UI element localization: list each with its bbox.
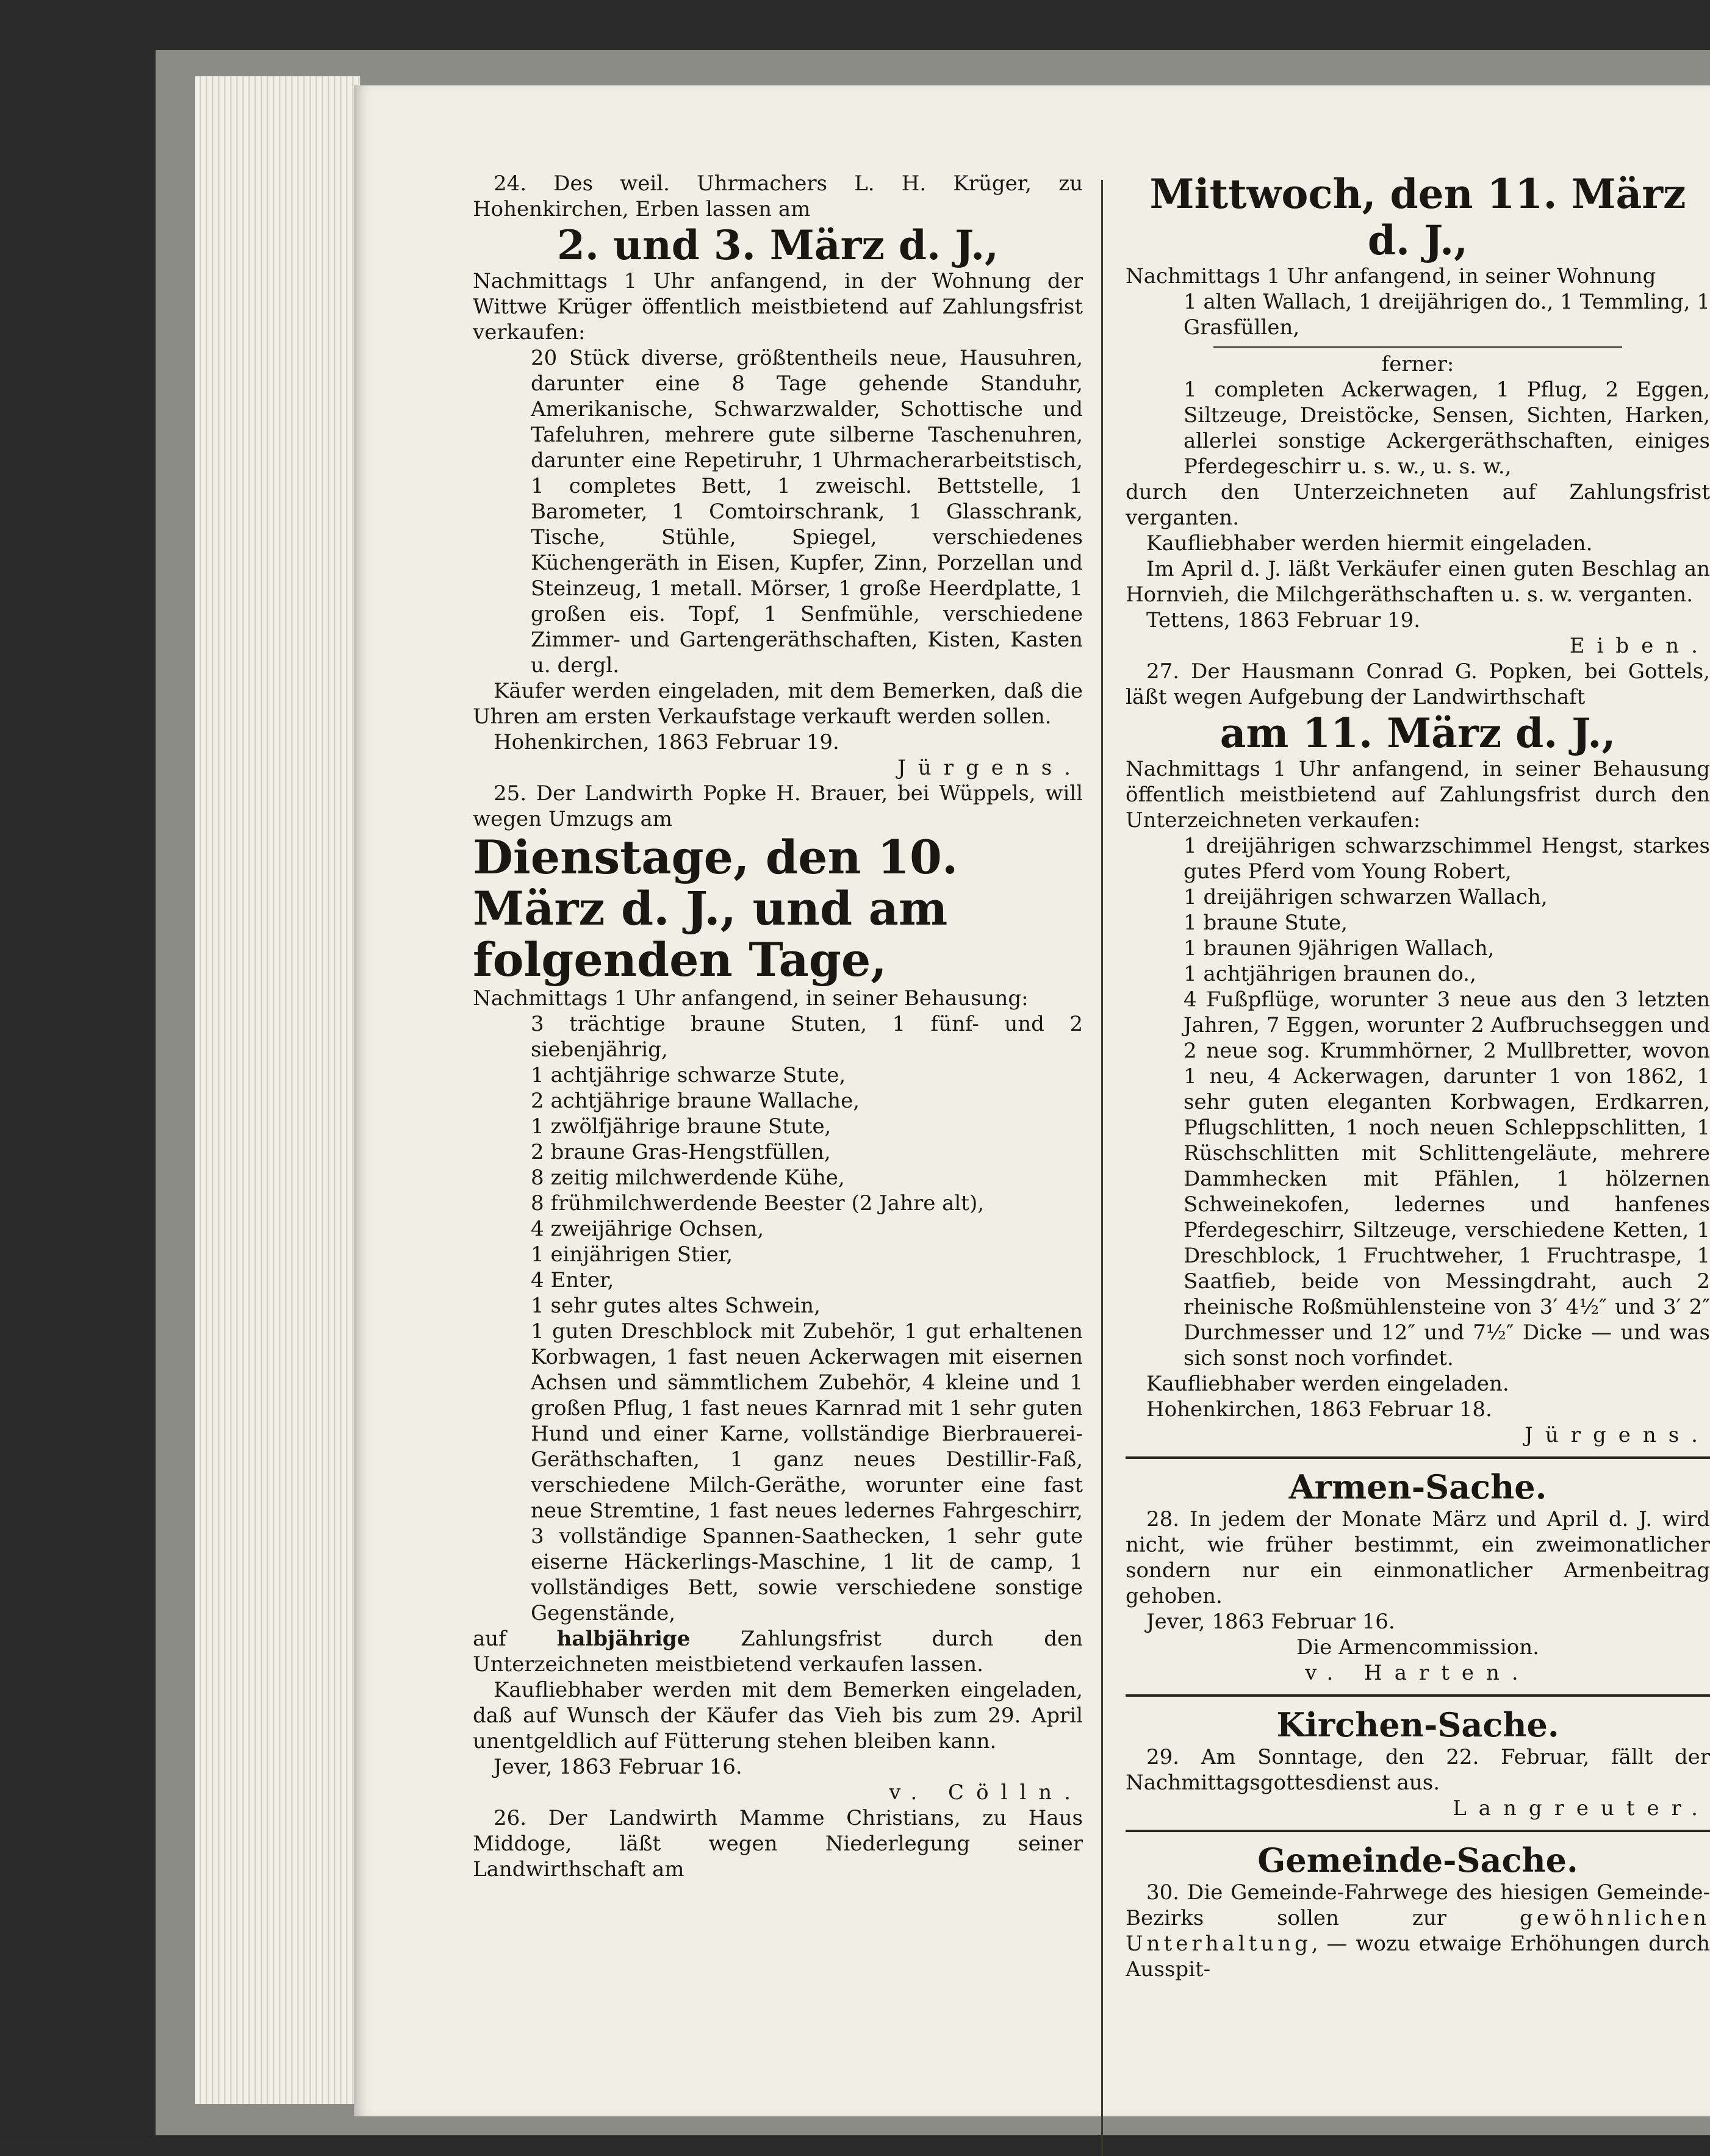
list-item: 2 achtjährige braune Wallache, bbox=[531, 1089, 860, 1113]
armen-section bbox=[1126, 1467, 1710, 1686]
notice-25-item-list bbox=[473, 1011, 1083, 1626]
notice-27-dateline: Hohenkirchen, 1863 Februar 18. bbox=[1146, 1397, 1492, 1422]
list-item: 1 dreijährigen schwarzschimmel Hengst, starkes gutes Pferd vom Young Robert, bbox=[1184, 834, 1710, 884]
notice-24-terms: Nachmittags 1 Uhr anfangend, in der Wohnung der Wittwe Krüger öffentlich meistbietend auf Zahlungsfrist verkaufen: bbox=[473, 269, 1083, 345]
list-item: 1 braune Stute, bbox=[1184, 911, 1348, 935]
list-item: 3 trächtige braune Stuten, 1 fünf- und 2 siebenjährig, bbox=[531, 1012, 1083, 1062]
notice-26-items: 1 alten Wallach, 1 dreijährigen do., 1 Temmling, 1 Grasfüllen, bbox=[1184, 290, 1710, 340]
list-item: 4 zweijährige Ochsen, bbox=[531, 1217, 764, 1241]
gemeinde-heading: Gemeinde-Sache. bbox=[1257, 1841, 1578, 1880]
list-item: 4 Enter, bbox=[531, 1268, 614, 1292]
notice-25-dateline: Jever, 1863 Februar 16. bbox=[494, 1755, 742, 1779]
notice-26-invitation: Kaufliebhaber werden hiermit eingeladen. bbox=[1146, 531, 1593, 556]
document-page bbox=[354, 85, 1710, 2116]
list-item: 1 sehr gutes altes Schwein, bbox=[531, 1294, 821, 1318]
notice-28-dateline: Jever, 1863 Februar 16. bbox=[1146, 1610, 1395, 1634]
notice-24-date: 2. und 3. März d. J., bbox=[556, 221, 999, 269]
notice-26 bbox=[473, 1805, 1083, 1882]
notice-29-signer: Langreuter. bbox=[1453, 1796, 1710, 1821]
list-item: 1 achtjährigen braunen do., bbox=[1184, 962, 1476, 986]
list-item: 1 guten Dreschblock mit Zubehör, 1 gut erhaltenen Korbwagen, 1 fast neuen Ackerwagen mit eisernen Achsen und sämmtlichem Zubehör, 4 kleine und 1 großen Pflug, 1 fast neues Karnrad mit 1 sehr guten Hund und einer Karne, vollständige Bierbrauerei-Geräthschaften, 1 ganz neues Destillir-Faß, verschiedene Milch-Geräthe, worunter eine fast neue Stremtine, 1 fast neues ledernes Fahrgeschirr, 3 vollständige Spannen-Saathecken, 1 sehr gute eiserne Häckerlings-Maschine, 1 lit de camp, 1 vollständiges Bett, sowie verschiedene sonstige Gegenstände, bbox=[531, 1319, 1083, 1625]
notice-26-intro: 26. Der Landwirth Mamme Christians, zu Haus Middoge, läßt wegen Niederlegung seiner Landwirthschaft am bbox=[473, 1806, 1083, 1882]
column-divider bbox=[1101, 180, 1103, 2156]
notice-26-terms-2: durch den Unterzeichneten auf Zahlungsfrist verganten. bbox=[1126, 480, 1710, 530]
notice-27-invitation: Kaufliebhaber werden eingeladen. bbox=[1146, 1372, 1509, 1396]
notice-25-terms-2 bbox=[473, 1626, 1083, 1677]
notice-24-dateline: Hohenkirchen, 1863 Februar 19. bbox=[494, 730, 839, 754]
notice-30-emphasis: gewöhnlichen Unterhaltung bbox=[1126, 1906, 1710, 1956]
list-item: 1 achtjährige schwarze Stute, bbox=[531, 1063, 846, 1087]
notice-28-signer: v. Harten. bbox=[1305, 1661, 1531, 1685]
notice-30-suffix: , — wozu etwaige Erhöhungen durch Ausspit- bbox=[1126, 1932, 1710, 1982]
notice-27-intro: 27. Der Hausmann Conrad G. Popken, bei Gottels, läßt wegen Aufgebung der Landwirthschaft bbox=[1126, 659, 1710, 709]
list-item: 8 frühmilchwerdende Beester (2 Jahre alt), bbox=[531, 1191, 985, 1216]
notice-24-intro: 24. Des weil. Uhrmachers L. H. Krüger, zu Hohenkirchen, Erben lassen am bbox=[473, 171, 1083, 221]
list-item: 8 zeitig milchwerdende Kühe, bbox=[531, 1166, 845, 1190]
notice-27-terms: Nachmittags 1 Uhr anfangend, in seiner Behausung öffentlich meistbietend auf Zahlungsfrist durch den Unterzeichneten verkaufen: bbox=[1126, 757, 1710, 833]
notice-28-text: 28. In jedem der Monate März und April d. J. wird nicht, wie früher bestimmt, ein zweimonatlicher sondern nur ein einmonatlicher Armenbeitrag gehoben. bbox=[1126, 1507, 1710, 1608]
notice-26-dateline: Tettens, 1863 Februar 19. bbox=[1146, 608, 1421, 632]
notice-26-terms: Nachmittags 1 Uhr anfangend, in seiner Wohnung bbox=[1126, 264, 1656, 288]
notice-27-date: am 11. März d. J., bbox=[1220, 709, 1616, 757]
list-item: 4 Fußpflüge, worunter 3 neue aus den 3 letzten Jahren, 7 Eggen, worunter 2 Aufbruchseggen und 2 neue sog. Krummhörner, 2 Mullbretter, wovon 1 neu, 4 Ackerwagen, darunter 1 von 1862, 1 sehr guten eleganten Korbwagen, Erdkarren, Pflugschlitten, 1 noch neuen Schleppschlitten, 1 Rüschschlitten mit Schlittengeläute, mehrere Dammhecken mit Pfählen, 1 hölzernen Schweinekofen, ledernes und hanfenes Pferdegeschirr, Siltzeuge, verschiedene Ketten, 1 Dreschblock, 1 Fruchtweher, 1 Fruchtraspe, 1 Saatfieb, beide von Messingdraht, auch 2 rheinische Roßmühlensteine von 3′ 4½″ und 3′ 2″ Durchmesser und 12″ und 7½″ Dicke — und was sich sonst noch vorfindet. bbox=[1184, 987, 1710, 1370]
notice-25-date: Dienstage, den 10. März d. J., und am folgenden Tage, bbox=[473, 830, 958, 987]
list-item: 1 braunen 9jährigen Wallach, bbox=[1184, 936, 1495, 961]
page-edges bbox=[195, 76, 361, 2104]
notice-26-signer: Eiben. bbox=[1569, 634, 1710, 658]
notice-28-signer-org: Die Armencommission. bbox=[1296, 1635, 1539, 1660]
right-column bbox=[1126, 171, 1710, 1982]
notice-26-date: Mittwoch, den 11. März d. J., bbox=[1149, 171, 1686, 264]
notice-25-signer: v. Cölln. bbox=[889, 1780, 1083, 1805]
notice-26-items-2: 1 completen Ackerwagen, 1 Pflug, 2 Eggen, Siltzeuge, Dreistöcke, Sensen, Sichten, Harken, allerlei sonstige Ackergeräthschaften, einiges Pferdegeschirr u. s. w., u. s. w., bbox=[1184, 378, 1710, 479]
armen-heading: Armen-Sache. bbox=[1288, 1467, 1547, 1506]
notice-29-text: 29. Am Sonntage, den 22. Februar, fällt der Nachmittagsgottesdienst aus. bbox=[1126, 1745, 1710, 1795]
section-divider bbox=[1126, 1694, 1710, 1697]
gemeinde-section bbox=[1126, 1841, 1710, 1982]
notice-27-item-list bbox=[1126, 833, 1710, 1371]
notice-30-prefix: 30. Die Gemeinde-Fahrwege des hiesigen Gemeinde-Bezirks sollen zur bbox=[1126, 1880, 1710, 1930]
notice-25-invitation: Kaufliebhaber werden mit dem Bemerken eingeladen, daß auf Wunsch der Käufer das Vieh bis zum 29. April unentgeldlich auf Fütterung stehen bleiben kann. bbox=[473, 1678, 1083, 1753]
terms-suffix: Zahlungsfrist durch den Unterzeichneten meistbietend verkaufen lassen. bbox=[473, 1627, 1083, 1677]
notice-24 bbox=[473, 171, 1083, 781]
left-column bbox=[473, 171, 1083, 1882]
notice-24-invitation: Käufer werden eingeladen, mit dem Bemerken, daß die Uhren am ersten Verkaufstage verkauft werden sollen. bbox=[473, 679, 1083, 729]
kirchen-heading: Kirchen-Sache. bbox=[1276, 1705, 1559, 1744]
divider bbox=[1213, 346, 1623, 348]
section-divider bbox=[1126, 1456, 1710, 1459]
list-item: 1 dreijährigen schwarzen Wallach, bbox=[1184, 885, 1548, 909]
notice-26-ferner: ferner: bbox=[1381, 352, 1454, 376]
terms-prefix: auf bbox=[473, 1627, 557, 1651]
notice-30-text bbox=[1126, 1880, 1710, 1982]
list-item: 1 zwölfjährige braune Stute, bbox=[531, 1114, 832, 1139]
section-divider bbox=[1126, 1830, 1710, 1832]
notice-25 bbox=[473, 781, 1083, 1805]
list-item: 2 braune Gras-Hengstfüllen, bbox=[531, 1140, 831, 1164]
notice-24-items: 20 Stück diverse, größtentheils neue, Hausuhren, darunter eine 8 Tage gehende Standuhr, Amerikanische, Schwarzwalder, Schottische und Tafeluhren, mehrere gute silberne Taschenuhren, darunter eine Repetiruhr, 1 Uhrmacherarbeitstisch, 1 completes Bett, 1 zweischl. Bettstelle, 1 Barometer, 1 Comtoirschrank, 1 Glasschrank, Tische, Stühle, Spiegel, verschiedenes Küchengeräth in Eisen, Kupfer, Zinn, Porzellan und Steinzeug, 1 metall. Mörser, 1 große Heerdplatte, 1 großen eis. Topf, 1 Senfmühle, verschiedene Zimmer- und Gartengeräthschaften, Kisten, Kasten u. dergl. bbox=[531, 346, 1083, 678]
terms-emphasis: halbjährige bbox=[556, 1627, 691, 1651]
notice-27-signer: Jürgens. bbox=[1525, 1423, 1710, 1447]
notice-25-intro: 25. Der Landwirth Popke H. Brauer, bei Wüppels, will wegen Umzugs am bbox=[473, 781, 1083, 831]
notice-24-signer: Jürgens. bbox=[897, 756, 1083, 780]
notice-26-continued bbox=[1126, 171, 1710, 659]
kirchen-section bbox=[1126, 1705, 1710, 1821]
notice-27 bbox=[1126, 659, 1710, 1448]
list-item: 1 einjährigen Stier, bbox=[531, 1242, 733, 1267]
notice-25-terms: Nachmittags 1 Uhr anfangend, in seiner Behausung: bbox=[473, 986, 1029, 1011]
notice-26-april: Im April d. J. läßt Verkäufer einen guten Beschlag an Hornvieh, die Milchgeräthschaften u. s. w. verganten. bbox=[1126, 557, 1710, 607]
